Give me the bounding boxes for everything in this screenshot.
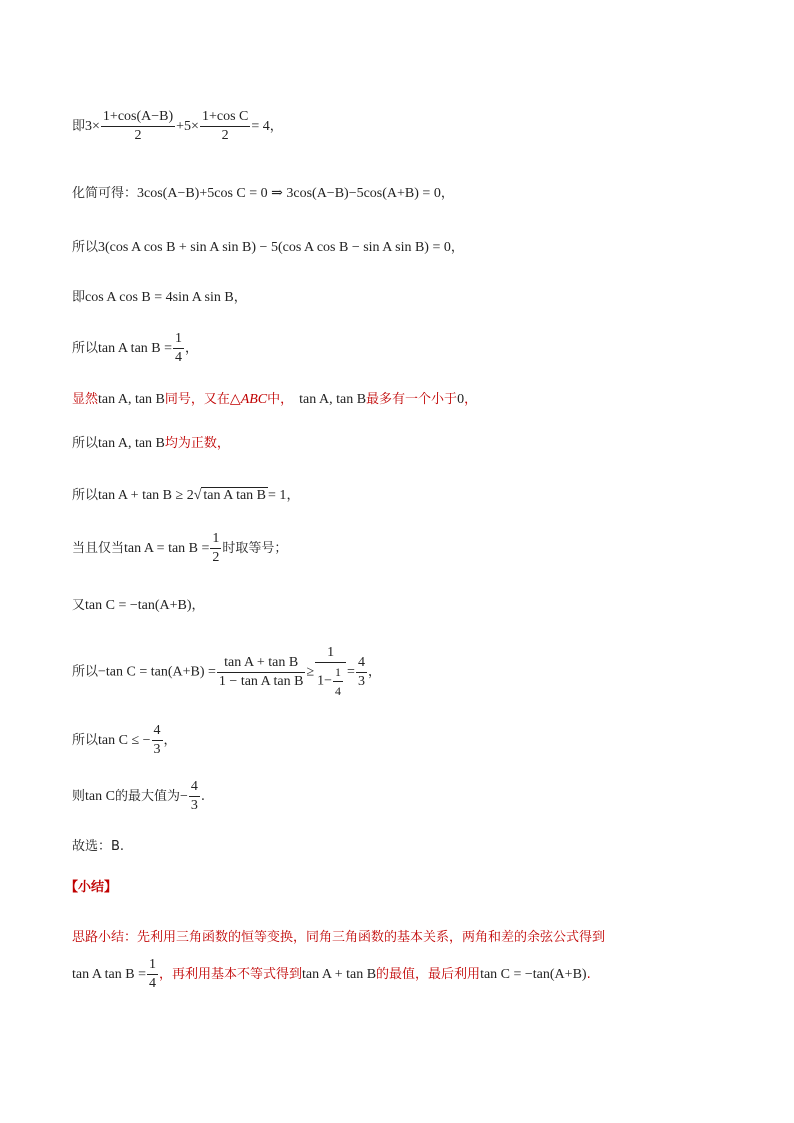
math: 3× [85,119,100,134]
math: △ABC [229,392,268,407]
fraction: $\frac{\text{1+cos C}}{2}$ [201,109,249,143]
equation-line-8: 所以tan A + tan B ≥ 2√ tan A tan B = 1， [72,488,300,503]
fraction: $\frac{\text{tan A + tan B}}{\text{1 − tan A tan B}}$ [218,654,304,689]
math: tan A = tan B = [124,541,210,556]
fraction: $\frac{4}{3}$ [357,654,365,689]
equation-line-2: 化简可得：3cos(A−B)+5cos C = 0 ⇒ 3cos(A−B)−5cos(A+B) = 0， [72,186,454,201]
fraction: $\frac{4}{3}$ [190,779,198,813]
math: tan C [85,789,115,804]
sqrt: tan A tan B [203,488,267,503]
math: tan A, tan B [98,392,165,407]
text: 化简可得： [72,186,138,201]
equation-line-10: 又tan C = −tan(A+B)， [72,598,205,613]
math: tan C = −tan(A+B) [85,598,192,613]
fraction: 1 1− $\frac{1}{4}$ [315,644,346,700]
equation-line-13: 则tan C的最大值为− $\frac{4}{3}$ . [72,779,206,813]
summary-text-2: tan A tan B = $\frac{1}{4}$ ，再利用基本不等式得到tan A + tan B的最值，最后利用tan C = −tan(A+B). [72,957,591,991]
equation-line-6: 显然tan A, tan B同号，又在△ABC中， tan A, tan B最多有一个小于0， [72,392,478,407]
math: 3cos(A−B)+5cos C = 0 ⇒ 3cos(A−B)−5cos(A+B) = 0 [137,186,441,201]
equation-line-7: 所以tan A, tan B均为正数， [72,436,230,451]
math: tan A, tan B [98,436,165,451]
fraction: $\frac{1+\cos(A-B)}{2}$ [102,109,174,143]
math: tan A tan B = [98,341,173,356]
fraction: $\frac{4}{3}$ [153,723,161,757]
math: +5× [176,119,199,134]
text: 所以 [72,341,99,356]
math: tan A, tan B [299,392,367,407]
math: tan A tan B = [72,967,147,982]
math: tan C = −tan(A+B) [480,967,587,982]
math: tan A + tan B [302,967,377,982]
summary-text-1: 思路小结：先利用三角函数的恒等变换，同角三角函数的基本关系，两角和差的余弦公式得到 [72,930,606,945]
math: 3(cos A cos B + sin A sin B) − 5(cos A cos B − sin A sin B) = 0 [98,240,451,255]
equation-line-5: 所以tan A tan B = $\frac{1}{4}$ ， [72,331,199,365]
math: tan A + tan B ≥ 2 [98,488,194,503]
fraction: $\frac{1}{2}$ [212,531,220,565]
equation-line-12: 所以tan C ≤ − $\frac{4}{3}$ ， [72,723,177,757]
answer-line: 故选：B. [72,839,125,854]
equation-line-4: 即cos A cos B = 4sin A sin B， [72,290,247,305]
fraction: $\frac{1}{4}$ [175,331,183,365]
text: 即 [72,119,86,134]
summary-heading: 【小结】 [65,880,118,895]
equation-line-9: 当且仅当tan A = tan B = $\frac{1}{2}$ 时取等号； [72,531,288,565]
math: = 4 [251,119,270,134]
equation-line-3: 所以3(cos A cos B + sin A sin B) − 5(cos A cos B − sin A sin B) = 0， [72,240,464,255]
equation-line-1: 即3× $\frac{1+\cos(A-B)}{2}$ +5× $\frac{\text{1+cos C}}{2}$ = 4， [72,109,283,143]
equation-line-11: 所以−tan C = tan(A+B) = $\frac{\text{tan A + tan B}}{\text{1 − tan A tan B}}$ ≥ 1 1− $\frac{1}{4}$ = $\frac{4}{3}$ ， [72,645,381,698]
fraction: $\frac{1}{4}$ [149,957,157,991]
math: cos A cos B = 4sin A sin B [85,290,234,305]
math: tan C ≤ − [98,733,151,748]
math: 0 [457,392,465,407]
math: = 1 [268,488,287,503]
text: 所以 [72,240,99,255]
text: 即 [72,290,86,305]
math: −tan C = tan(A+B) = [98,664,216,680]
